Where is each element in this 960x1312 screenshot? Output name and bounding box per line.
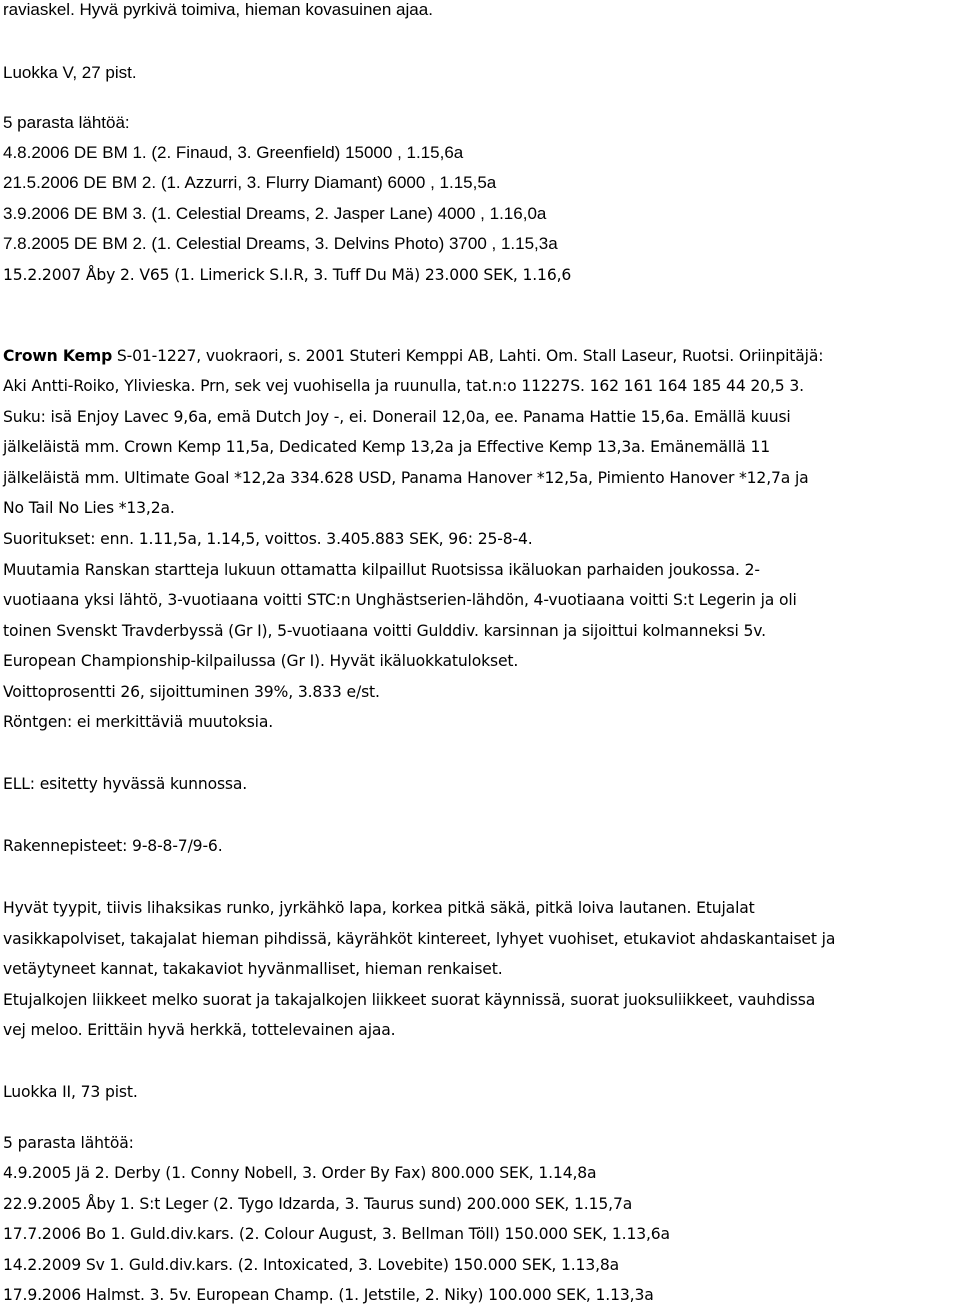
career-line: Muutamia Ranskan startteja lukuun ottamatta kilpaillut Ruotsissa ikäluokan parhaiden joukossa. 2- (3, 561, 760, 579)
start-entry: 4.9.2005 Jä 2. Derby (1. Conny Nobell, 3. Order By Fax) 800.000 SEK, 1.14,8a (3, 1164, 597, 1182)
start-entry: 17.7.2006 Bo 1. Guld.div.kars. (2. Colour August, 3. Bellman Töll) 150.000 SEK, 1.13,6a (3, 1225, 670, 1243)
start-entry: 22.9.2005 Åby 1. S:t Leger (2. Tygo Idzarda, 3. Taurus sund) 200.000 SEK, 1.15,7a (3, 1195, 633, 1213)
start-entry: 14.2.2009 Sv 1. Guld.div.kars. (2. Intoxicated, 3. Lovebite) 150.000 SEK, 1.13,8a (3, 1256, 620, 1274)
pedigree-line: Suku: isä Enjoy Lavec 9,6a, emä Dutch Joy -, ei. Donerail 12,0a, ee. Panama Hattie 15,6a. Emällä kuusi (3, 408, 791, 426)
conformation-line: Etujalkojen liikkeet melko suorat ja takajalkojen liikkeet suorat käynnissä, suorat juoksuliikkeet, vauhdissa (3, 991, 816, 1009)
conformation-line: vetäytyneet kannat, takakaviot hyvänmalliset, hieman renkaiset. (3, 960, 503, 978)
start-entry: 7.8.2005 DE BM 2. (1. Celestial Dreams, 3. Delvins Photo) 3700 , 1.15,3a (3, 234, 558, 253)
career-line: European Championship-kilpailussa (Gr I). Hyvät ikäluokkatulokset. (3, 652, 519, 670)
results-line: Suoritukset: enn. 1.11,5a, 1.14,5, voittos. 3.405.883 SEK, 96: 25-8-4. (3, 530, 533, 548)
horse-name: Crown Kemp (3, 347, 113, 365)
start-entry: 17.9.2006 Halmst. 3. 5v. European Champ. (1. Jetstile, 2. Niky) 100.000 SEK, 1.13,3a (3, 1286, 654, 1304)
intro-tail-line: raviaskel. Hyvä pyrkivä toimiva, hieman kovasuinen ajaa. (3, 0, 433, 19)
start-entry: 15.2.2007 Åby 2. V65 (1. Limerick S.I.R, 3. Tuff Du Mä) 23.000 SEK, 1.16,6 (3, 266, 572, 284)
conformation-line: vej meloo. Erittäin hyvä herkkä, tottelevainen ajaa. (3, 1021, 396, 1039)
pedigree-line: jälkeläistä mm. Crown Kemp 11,5a, Dedicated Kemp 13,2a ja Effective Kemp 13,3a. Emänemällä 11 (3, 438, 771, 456)
horse-header-rest: S-01-1227, vuokraori, s. 2001 Stuteri Kemppi AB, Lahti. Om. Stall Laseur, Ruotsi. Oriinpitäjä: (112, 347, 824, 365)
class-line: Luokka V, 27 pist. (3, 63, 137, 82)
horse-header-line (3, 344, 823, 368)
start-entry: 4.8.2006 DE BM 1. (2. Finaud, 3. Greenfield) 15000 , 1.15,6a (3, 143, 464, 162)
ell-line: ELL: esitetty hyvässä kunnossa. (3, 775, 248, 793)
pedigree-line: jälkeläistä mm. Ultimate Goal *12,2a 334.628 USD, Panama Hanover *12,5a, Pimiento Hanover *12,7a ja (3, 469, 809, 487)
starts-heading: 5 parasta lähtöä: (3, 113, 130, 132)
pedigree-line: Aki Antti-Roiko, Ylivieska. Prn, sek vej vuohisella ja ruunulla, tat.n:o 11227S. 162 161 164 185 44 20,5 3. (3, 377, 804, 395)
conformation-line: Hyvät tyypit, tiivis lihaksikas runko, jyrkähkö lapa, korkea pitkä säkä, pitkä loiva lautanen. Etujalat (3, 899, 755, 917)
pedigree-line: No Tail No Lies *13,2a. (3, 499, 175, 517)
start-entry: 3.9.2006 DE BM 3. (1. Celestial Dreams, 2. Jasper Lane) 4000 , 1.16,0a (3, 204, 547, 223)
start-entry: 21.5.2006 DE BM 2. (1. Azzurri, 3. Flurry Diamant) 6000 , 1.15,5a (3, 173, 497, 192)
career-line: Röntgen: ei merkittäviä muutoksia. (3, 713, 274, 731)
conformation-line: vasikkapolviset, takajalat hieman pihdissä, käyrähköt kintereet, lyhyet vuohiset, etukaviot ahdaskantaiset ja (3, 930, 836, 948)
class-line: Luokka II, 73 pist. (3, 1083, 138, 1101)
career-line: Voittoprosentti 26, sijoittuminen 39%, 3.833 e/st. (3, 683, 380, 701)
conformation-points: Rakennepisteet: 9-8-8-7/9-6. (3, 837, 223, 855)
career-line: vuotiaana yksi lähtö, 3-vuotiaana voitti STC:n Unghästserien-lähdön, 4-vuotiaana voitti S:t Legerin ja oli (3, 591, 797, 609)
career-line: toinen Svenskt Travderbyssä (Gr I), 5-vuotiaana voitti Gulddiv. karsinnan ja sijoittui kolmanneksi 5v. (3, 622, 766, 640)
starts-heading: 5 parasta lähtöä: (3, 1134, 134, 1152)
